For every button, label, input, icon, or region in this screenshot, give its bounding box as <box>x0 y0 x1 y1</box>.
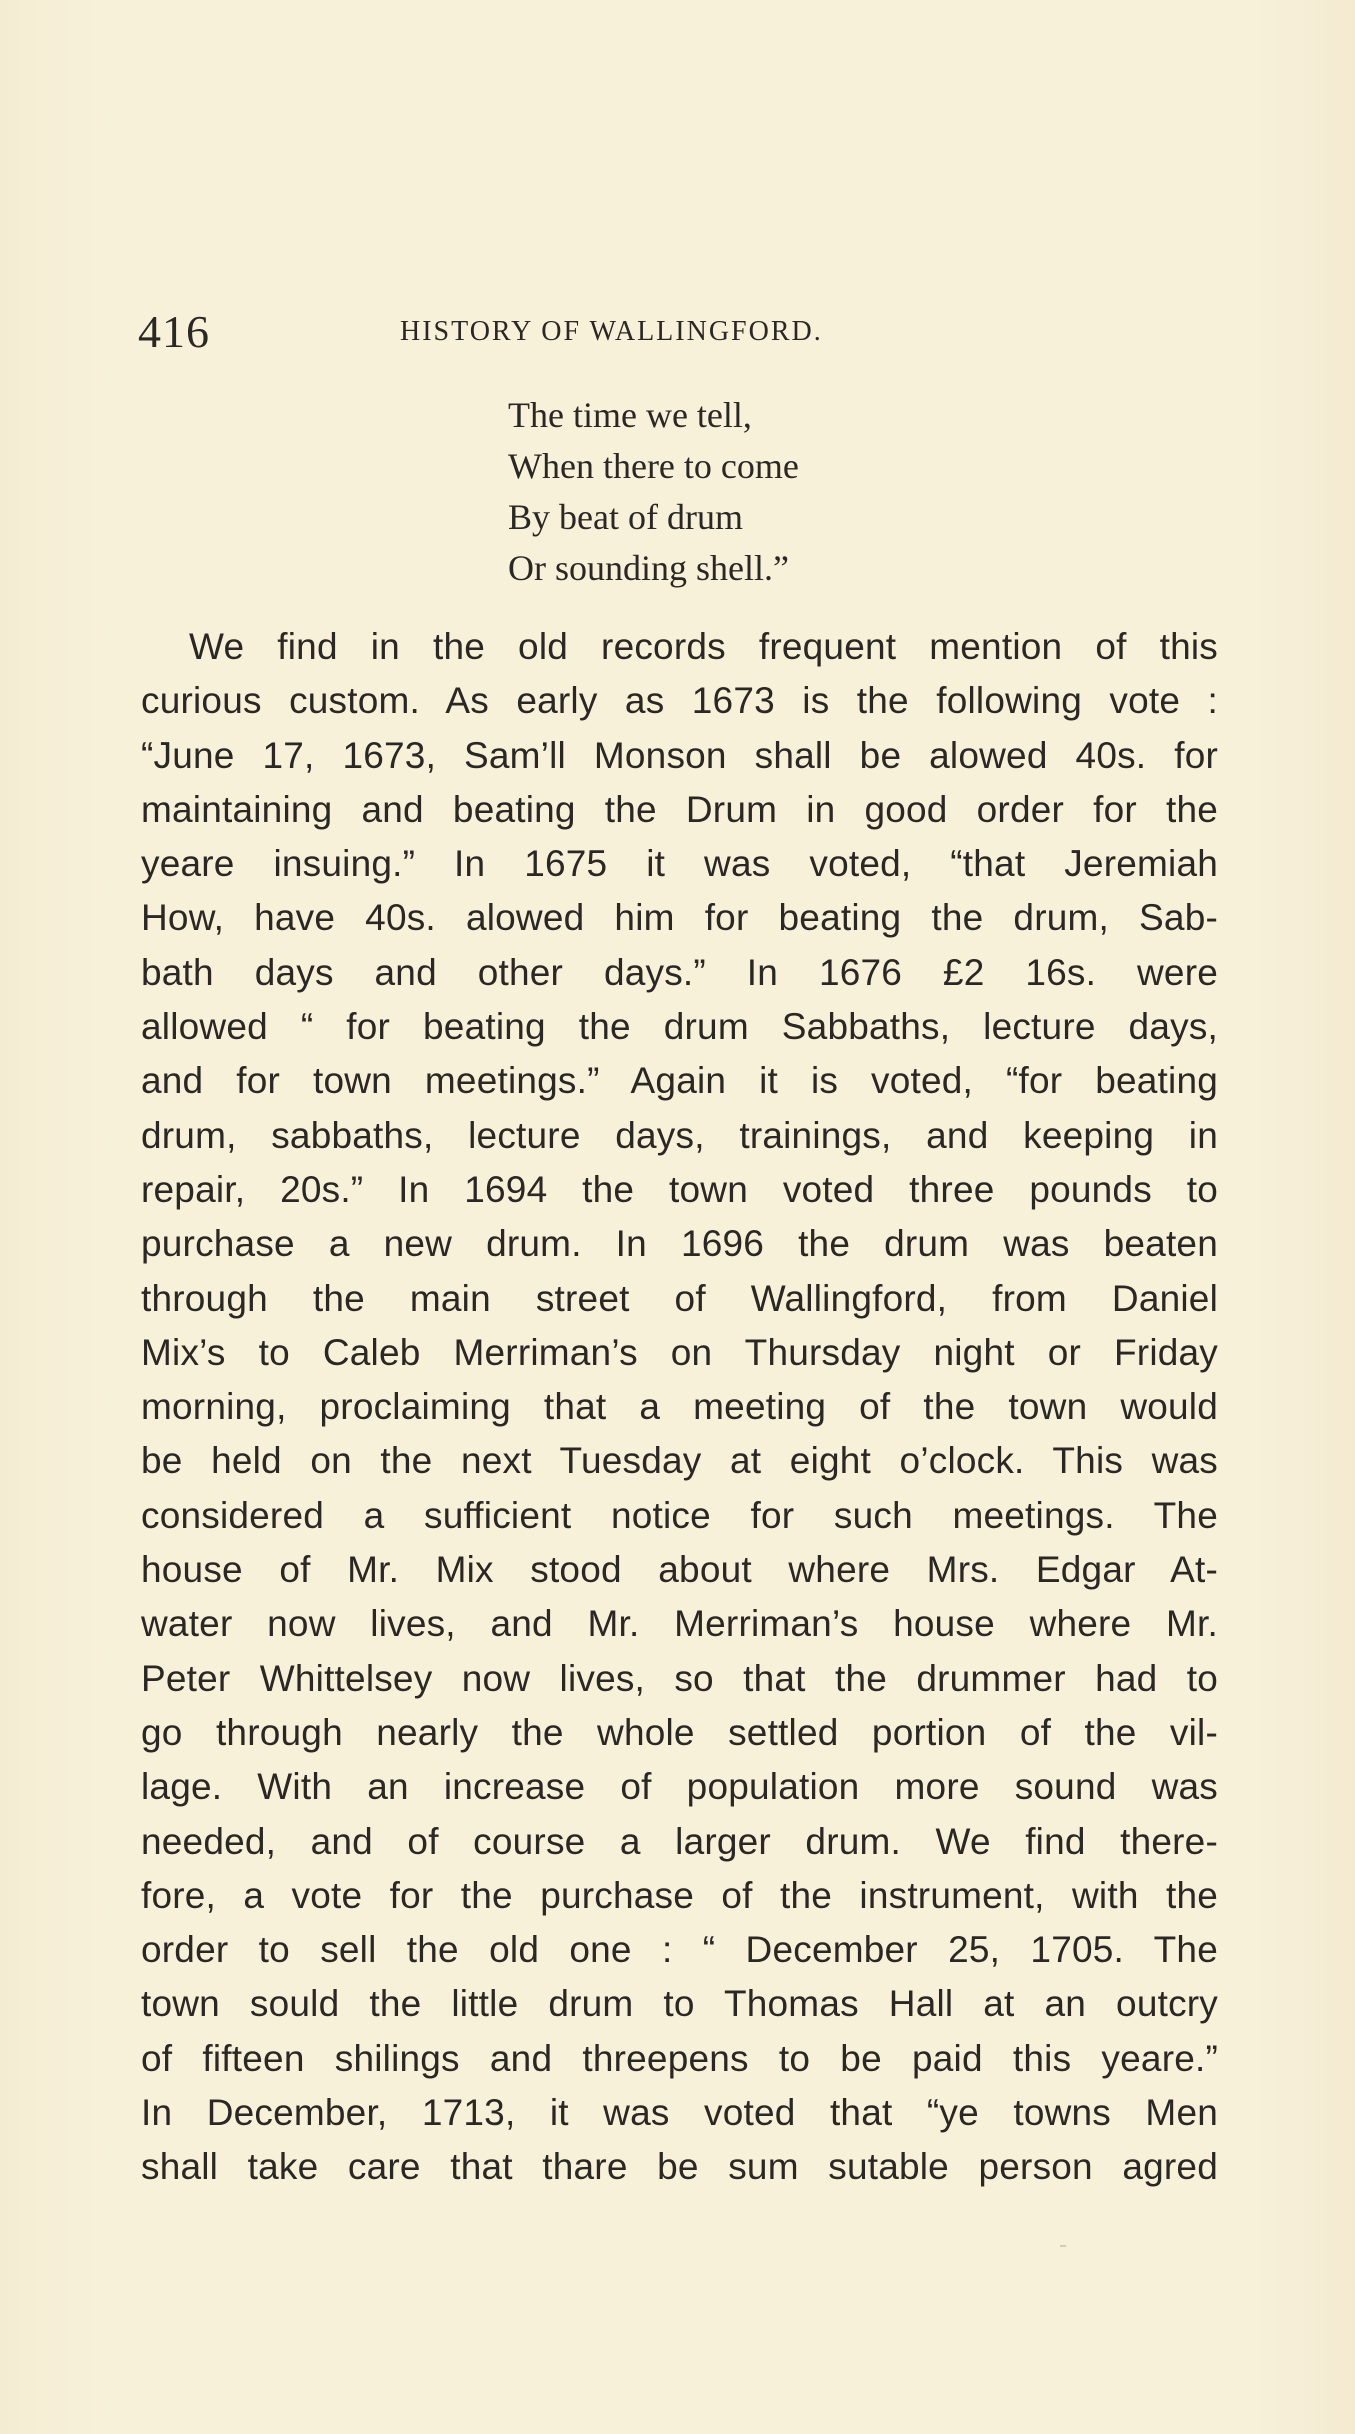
paragraph-line: be held on the next Tuesday at eight o’clock. This was <box>141 1440 1218 1482</box>
paragraph-line: needed, and of course a larger drum. We find there- <box>141 1820 1218 1862</box>
paragraph-line: lage. With an increase of population more sound was <box>141 1766 1218 1808</box>
paragraph-line: curious custom. As early as 1673 is the following vote : <box>141 680 1218 722</box>
paragraph-line: bath days and other days.” In 1676 £2 16s. were <box>141 951 1218 993</box>
paragraph-line: considered a sufficient notice for such meetings. The <box>141 1494 1218 1536</box>
paragraph-line: “June 17, 1673, Sam’ll Monson shall be alowed 40s. for <box>141 734 1218 776</box>
paragraph-line: shall take care that thare be sum sutable person agred <box>141 2146 1218 2188</box>
page-speck <box>1060 2245 1066 2247</box>
paragraph-line: yeare insuing.” In 1675 it was voted, “that Jeremiah <box>141 843 1218 885</box>
paragraph-line: repair, 20s.” In 1694 the town voted three pounds to <box>141 1168 1218 1210</box>
verse-line: By beat of drum <box>508 497 743 537</box>
paragraph-line: town sould the little drum to Thomas Hall at an outcry <box>141 1983 1218 2025</box>
paragraph-line: allowed “ for beating the drum Sabbaths, lecture days, <box>141 1006 1218 1048</box>
paragraph-line: go through nearly the whole settled portion of the vil- <box>141 1711 1218 1753</box>
running-head: HISTORY OF WALLINGFORD. <box>400 316 823 347</box>
paragraph-line: drum, sabbaths, lecture days, trainings, and keeping in <box>141 1114 1218 1156</box>
verse-line: The time we tell, <box>508 395 752 435</box>
paragraph-line: purchase a new drum. In 1696 the drum was beaten <box>141 1223 1218 1265</box>
paragraph-line: water now lives, and Mr. Merriman’s house where Mr. <box>141 1603 1218 1645</box>
paragraph-line: Mix’s to Caleb Merriman’s on Thursday night or Friday <box>141 1331 1218 1373</box>
paragraph-line: How, have 40s. alowed him for beating the drum, Sab- <box>141 897 1218 939</box>
paragraph-line: house of Mr. Mix stood about where Mrs. Edgar At- <box>141 1549 1218 1591</box>
paragraph-line: and for town meetings.” Again it is voted, “for beating <box>141 1060 1218 1102</box>
page-number: 416 <box>138 306 210 357</box>
page-header <box>138 305 1218 365</box>
body-paragraph <box>141 620 1218 2195</box>
paragraph-line: order to sell the old one : “ December 25, 1705. The <box>141 1929 1218 1971</box>
paragraph-line: maintaining and beating the Drum in good order for the <box>141 788 1218 830</box>
paragraph-line: We find in the old records frequent mention of this <box>189 626 1218 667</box>
paragraph-line: through the main street of Wallingford, from Daniel <box>141 1277 1218 1319</box>
verse-stanza <box>508 390 1108 594</box>
paragraph-line: of fifteen shilings and threepens to be paid this yeare.” <box>141 2037 1218 2079</box>
paragraph-line: fore, a vote for the purchase of the instrument, with the <box>141 1874 1218 1916</box>
verse-line: Or sounding shell.” <box>508 548 789 588</box>
paragraph-line: Peter Whittelsey now lives, so that the drummer had to <box>141 1657 1218 1699</box>
verse-line: When there to come <box>508 446 799 486</box>
paragraph-line: morning, proclaiming that a meeting of the town would <box>141 1386 1218 1428</box>
paragraph-line: In December, 1713, it was voted that “ye towns Men <box>141 2092 1218 2134</box>
